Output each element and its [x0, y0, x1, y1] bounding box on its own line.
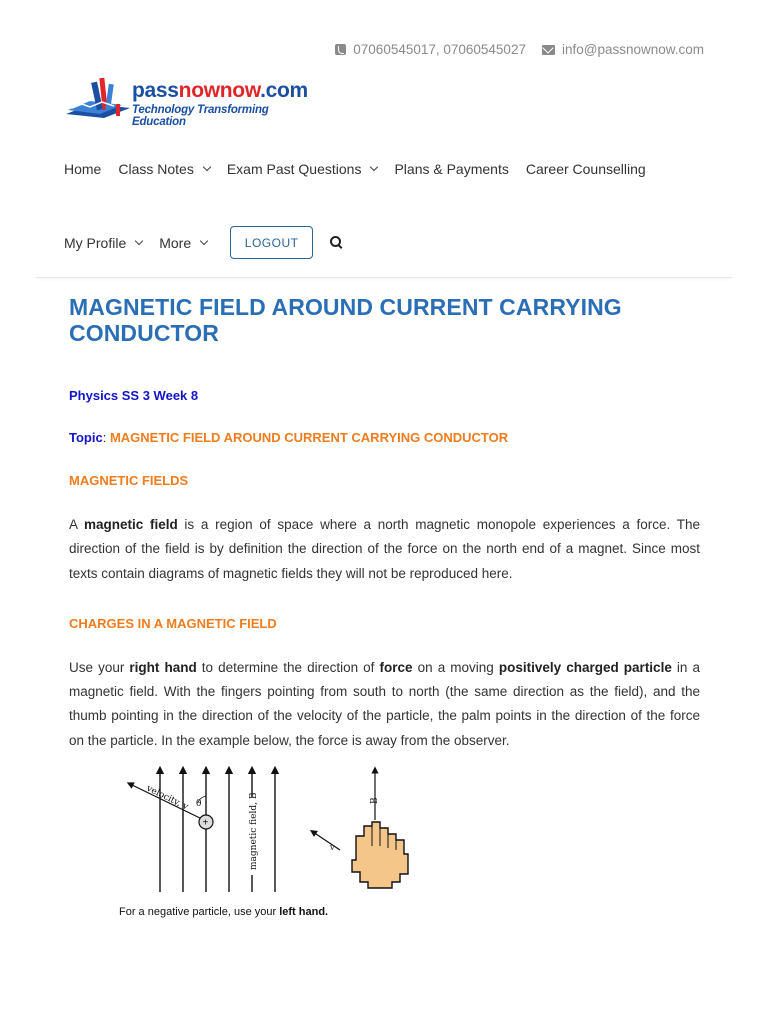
section-heading-magnetic-fields: MAGNETIC FIELDS [69, 473, 189, 488]
chevron-down-icon [200, 236, 208, 244]
phone-icon [335, 44, 346, 55]
topic-line: Topic: MAGNETIC FIELD AROUND CURRENT CARRYING CONDUCTOR [69, 430, 509, 445]
contact-email[interactable]: info@passnownow.com [561, 42, 704, 57]
contact-bar [335, 42, 704, 57]
site-logo[interactable] [64, 74, 308, 128]
theta-label: θ [196, 799, 202, 809]
header-divider [36, 277, 732, 278]
svg-text:+: + [202, 817, 209, 829]
search-icon[interactable] [330, 236, 343, 249]
envelope-icon [542, 45, 555, 55]
figure-caption: For a negative particle, use your left hand. [119, 906, 329, 918]
contact-phones: 07060545017, 07060545027 [353, 42, 526, 57]
article-content [69, 294, 700, 753]
magnetic-field-label: magnetic field, B [249, 792, 259, 870]
hand-icon [352, 822, 408, 888]
nav-item-home[interactable]: Home [64, 161, 102, 177]
page-title: MAGNETIC FIELD AROUND CURRENT CARRYING CONDUCTOR [69, 294, 622, 346]
topic-value: MAGNETIC FIELD AROUND CURRENT CARRYING CONDUCTOR [109, 430, 509, 445]
paragraph-magnetic-field: A magnetic field is a region of space where a north magnetic monopole experiences a force. The direction of the field is by definition the direction of the force on the north end of a magnet. Since most texts contain diagrams of magnetic fields they will not be reproduced here. [69, 517, 700, 581]
main-nav [64, 160, 663, 178]
chevron-down-icon [135, 236, 143, 244]
velocity-label: velocity, v [144, 783, 190, 813]
topic-label: Topic [69, 430, 103, 445]
b-label: B [370, 797, 380, 804]
main-nav-row2 [64, 226, 343, 259]
v-arrow [313, 832, 340, 850]
section-heading-charges: CHARGES IN A MAGNETIC FIELD [69, 615, 277, 631]
nav-item-more[interactable]: More [159, 234, 207, 252]
chevron-down-icon [203, 163, 211, 171]
logout-button[interactable]: LOGOUT [230, 226, 313, 259]
logo-wordmark: passnownow.com [132, 79, 308, 102]
right-hand-rule-diagram [118, 762, 423, 927]
subject-line: Physics SS 3 Week 8 [69, 388, 199, 403]
chevron-down-icon [370, 163, 378, 171]
v-label: v [330, 843, 335, 852]
nav-item-career-counselling[interactable]: Career Counselling [525, 161, 646, 177]
logo-tagline: Technology Transforming Education [132, 104, 269, 128]
nav-item-class-notes[interactable]: Class Notes [118, 160, 209, 178]
nav-item-my-profile[interactable]: My Profile [64, 234, 142, 252]
nav-item-exam-past-questions[interactable]: Exam Past Questions [227, 160, 378, 178]
books-logo-icon [64, 74, 134, 124]
paragraph-right-hand-rule: Use your right hand to determine the direction of force on a moving positively charged particle in a magnetic field. With the fingers pointing from south to north (the same direction as the field), and the thumb pointing in the direction of the velocity of the particle, the palm points in the direction of the force on the particle. In the example below, the force is away from the observer. [69, 659, 701, 748]
nav-item-plans-payments[interactable]: Plans & Payments [394, 161, 509, 177]
